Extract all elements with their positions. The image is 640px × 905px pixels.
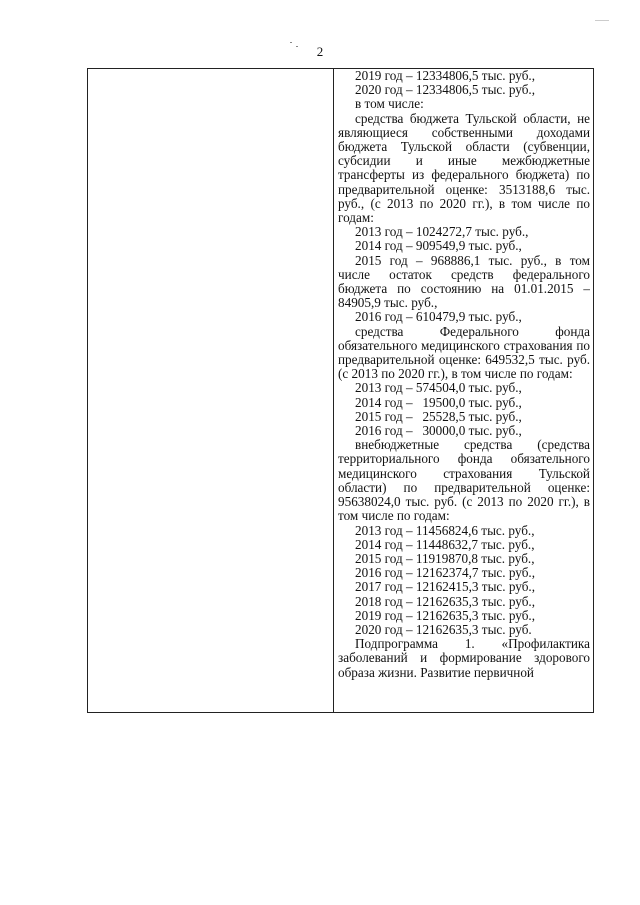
year-line: 2016 год – 610479,9 тыс. руб., [355, 309, 522, 325]
subprogram-paragraph: Подпрограмма 1. «Профилактика заболеваний и формирование здорового образа жизни. Развитие первичной [338, 636, 590, 680]
year-line: 2013 год – 11456824,6 тыс. руб., [355, 522, 535, 538]
text-line: 2020 год – 12334806,5 тыс. руб., [355, 82, 536, 98]
year-line-note: 2015 год – 968886,1 тыс. руб., в том числе остаток средств федерального бюджета по состоянию на 01.01.2015 – 84905,9 тыс. руб., [338, 252, 590, 311]
left-cell [88, 69, 333, 712]
scan-speck [595, 20, 609, 21]
year-line: 2017 год – 12162415,3 тыс. руб., [355, 579, 536, 595]
year-line: 2015 год – 11919870,8 тыс. руб., [355, 550, 535, 566]
page-number: 2 [316, 44, 324, 59]
scan-speck [296, 46, 298, 47]
right-cell [338, 69, 590, 712]
year-line: 2015 год – 25528,5 тыс. руб., [355, 408, 522, 424]
text-line: 2019 год – 12334806,5 тыс. руб., [355, 69, 536, 83]
year-line: 2014 год – 11448632,7 тыс. руб., [355, 536, 535, 552]
extra-budget-paragraph: внебюджетные средства (средства территориального фонда обязательного медицинского страхования Тульской области) по предварительной оценке: 95638024,0 тыс. руб. (с 2013 по 2020 гг.), в том числе по годам: [338, 437, 590, 524]
year-line: 2014 год – 909549,9 тыс. руб., [355, 238, 522, 254]
program-table [87, 68, 594, 713]
year-line: 2014 год – 19500,0 тыс. руб., [355, 394, 522, 410]
year-line: 2019 год – 12162635,3 тыс. руб., [355, 607, 536, 623]
year-line: 2013 год – 1024272,7 тыс. руб., [355, 224, 529, 240]
year-line: 2016 год – 12162374,7 тыс. руб., [355, 565, 536, 581]
text-line: в том числе: [355, 96, 424, 112]
year-line: 2016 год – 30000,0 тыс. руб., [355, 423, 522, 439]
scan-speck [290, 42, 292, 43]
year-line: 2020 год – 12162635,3 тыс. руб. [355, 621, 532, 637]
year-line: 2018 год – 12162635,3 тыс. руб., [355, 593, 536, 609]
foms-paragraph: средства Федерального фонда обязательного медицинского страхования по предварительной оценке: 649532,5 тыс. руб. (с 2013 по 2020 гг.), в том числе по годам: [338, 323, 590, 382]
federal-paragraph: средства бюджета Тульской области, не являющиеся собственными доходами бюджета Тульской области (субвенции, субсидии и иные межбюджетные трансферты из федерального бюджета) по предварительной оценке: 3513188,6 тыс. руб., (с 2013 по 2020 гг.), в том числе по годам: [338, 110, 590, 226]
year-line: 2013 год – 574504,0 тыс. руб., [355, 380, 522, 396]
column-divider [333, 69, 334, 712]
